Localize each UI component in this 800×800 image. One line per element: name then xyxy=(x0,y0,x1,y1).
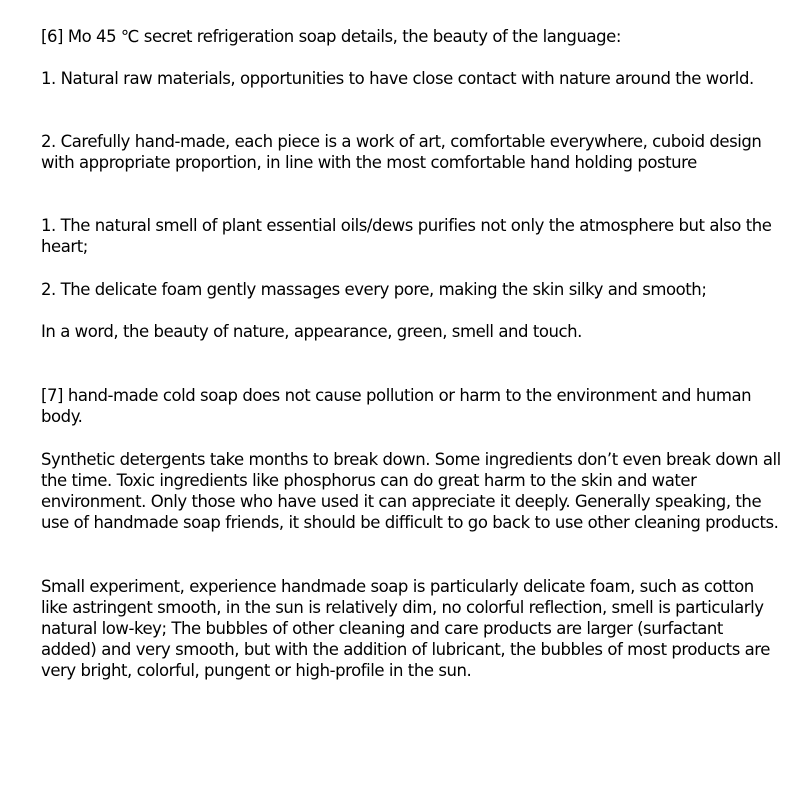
hand-made-design-item: 2. Carefully hand-made, each piece is a work of art, comfortable everywhere, cuboid design with appropriate proportion, in line with the most comfortable hand holding posture xyxy=(41,132,762,172)
small-experiment-paragraph: Small experiment, experience handmade soap is particularly delicate foam, such as cotton like astringent smooth, in the sun is relatively dim, no colorful reflection, smell is particularly natural low-key; The bubbles of other cleaning and care products are larger (surfactant added) and very smooth, but with the addition of lubricant, the bubbles of most products are very bright, colorful, pungent or high-profile in the sun. xyxy=(41,577,770,680)
delicate-foam-item: 2. The delicate foam gently massages every pore, making the skin silky and smooth; xyxy=(41,280,707,299)
synthetic-detergents-paragraph: Synthetic detergents take months to break down. Some ingredients don’t even break down all the time. Toxic ingredients like phosphorus can do great harm to the skin and water environment. Only those who have used it can appreciate it deeply. Generally speaking, the use of handmade soap friends, it should be difficult to go back to use other cleaning products. xyxy=(41,450,781,532)
summary-sentence: In a word, the beauty of nature, appearance, green, smell and touch. xyxy=(41,322,582,341)
natural-materials-item: 1. Natural raw materials, opportunities to have close contact with nature around the world. xyxy=(41,69,754,88)
section-7-heading: [7] hand-made cold soap does not cause pollution or harm to the environment and human body. xyxy=(41,386,752,426)
natural-smell-item: 1. The natural smell of plant essential oils/dews purifies not only the atmosphere but also the heart; xyxy=(41,216,772,256)
section-6-heading: [6] Mo 45 ℃ secret refrigeration soap details, the beauty of the language: xyxy=(41,27,621,46)
